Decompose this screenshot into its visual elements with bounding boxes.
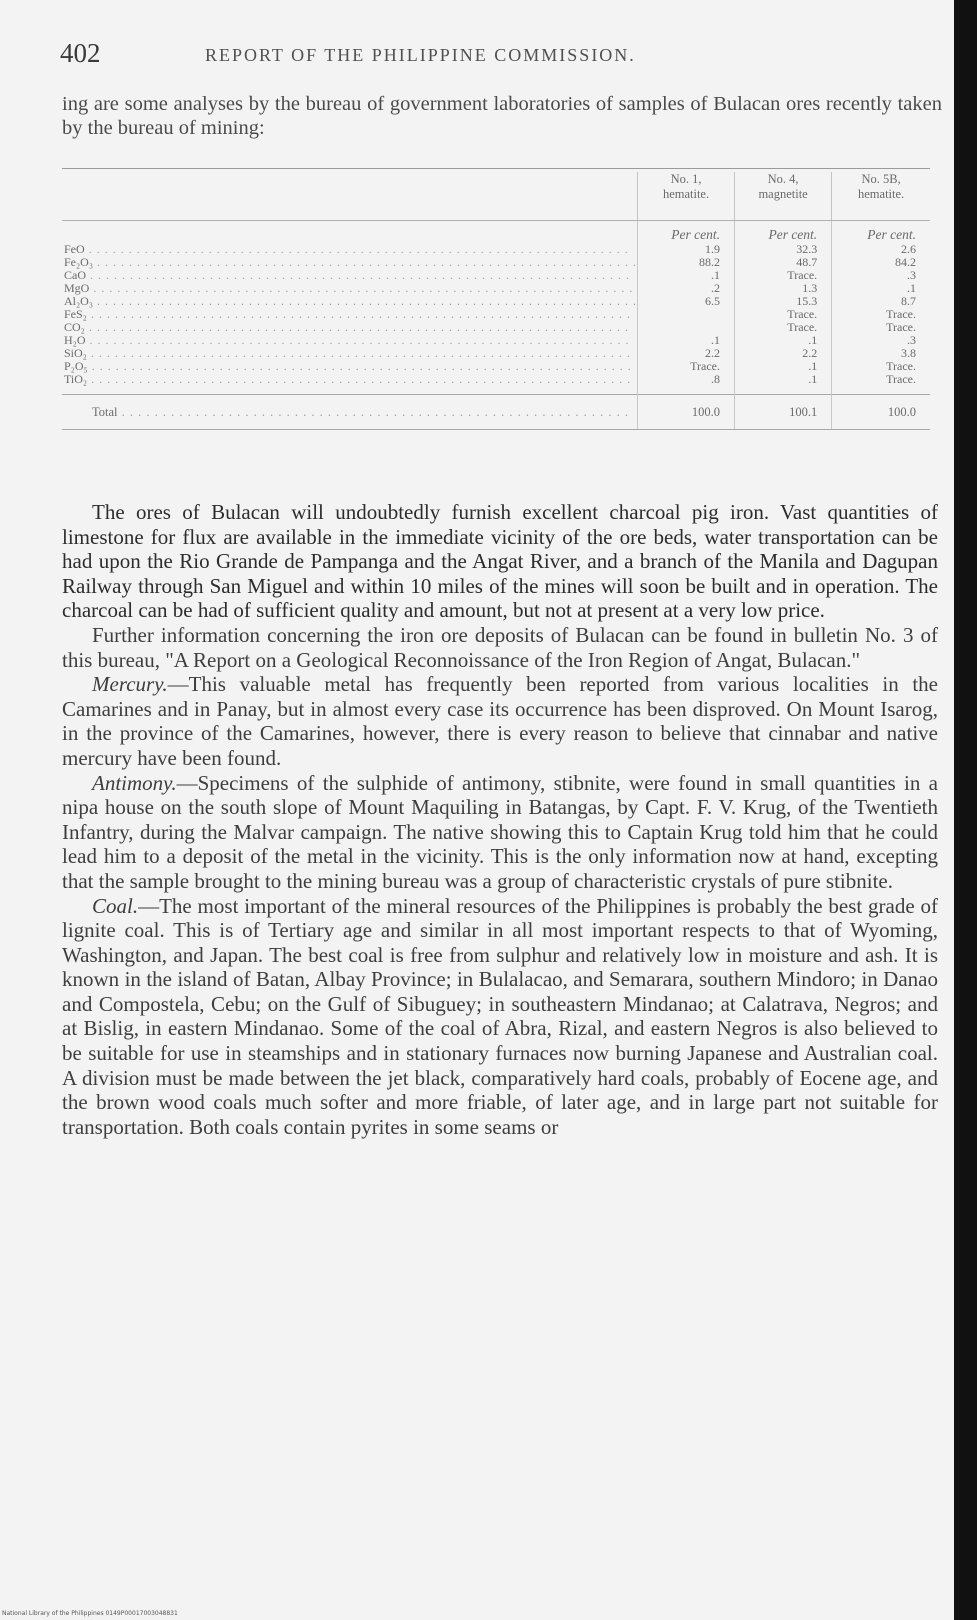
table-row [62, 269, 930, 282]
table-header-row [62, 172, 930, 221]
paragraph-further-info: Further information concerning the iron ore deposits of Bulacan can be found in bulletin No. 3 of this bureau, "A Report on a Geological Reconnoissance of the Iron Region of Angat, Bulacan." [62, 622, 938, 672]
cell-value: Trace. [832, 321, 930, 334]
total-row [62, 395, 930, 430]
cell-value: 2.6 [832, 243, 930, 256]
total-value: 100.0 [638, 395, 735, 430]
cell-value: 3.8 [832, 347, 930, 360]
cell-value: .1 [832, 282, 930, 295]
total-value: 100.1 [735, 395, 832, 430]
cell-value: Trace. [832, 308, 930, 321]
row-label: FeS₂ . . . . . . . . . . . . . . . . . . . . . . . . . . . . . . . . . . . . . . . . . . . . . . . . . . . . . . . . . . . . . . . . . . . . [64, 308, 631, 321]
cell-value: .3 [832, 269, 930, 282]
row-label: MgO . . . . . . . . . . . . . . . . . . . . . . . . . . . . . . . . . . . . . . . . . . . . . . . . . . . . . . . . . . . . . . . . . . . . [64, 282, 634, 295]
cell-value: 32.3 [735, 243, 832, 256]
table-row [62, 347, 930, 360]
cell-value: 1.3 [735, 282, 832, 295]
cell-value: .1 [735, 360, 832, 373]
ore-analysis-table [62, 168, 930, 430]
cell-value: .2 [638, 282, 735, 295]
cell-value: Trace. [638, 360, 735, 373]
running-head: REPORT OF THE PHILIPPINE COMMISSION. [205, 45, 636, 65]
cell-value: .1 [638, 269, 735, 282]
table-row [62, 321, 930, 334]
row-label: TiO₂ . . . . . . . . . . . . . . . . . . . . . . . . . . . . . . . . . . . . . . . . . . . . . . . . . . . . . . . . . . . . . . . . . . . . [64, 373, 632, 386]
column-header-line1: No. 4, [767, 172, 799, 186]
column-header [638, 172, 735, 221]
cell-value: 48.7 [735, 256, 832, 269]
cell-value: .1 [735, 334, 832, 347]
row-label: P₂O₅ . . . . . . . . . . . . . . . . . . . . . . . . . . . . . . . . . . . . . . . . . . . . . . . . . . . . . . . . . . . . . . . . . . . . [64, 360, 632, 373]
column-header [832, 172, 930, 221]
cell-value: .8 [638, 373, 735, 386]
unit-label: Per cent. [832, 221, 930, 244]
cell-value: 1.9 [638, 243, 735, 256]
intro-text: ing are some analyses by the bureau of government laboratories of samples of Bulacan ores recently taken by the bureau of mining: [62, 93, 942, 139]
column-header-line1: No. 5B, [861, 172, 901, 186]
cell-value: 6.5 [638, 295, 735, 308]
cell-value: Trace. [832, 373, 930, 386]
total-label: Total . . . . . . . . . . . . . . . . . . . . . . . . . . . . . . . . . . . . . . . . . . . . . . . . . . . . . . . . . . . . . . [62, 395, 638, 430]
body-text [62, 500, 938, 1139]
table-header-blank [62, 172, 638, 221]
column-header [735, 172, 832, 221]
coal-heading: Coal. [92, 893, 139, 918]
cell-value [638, 308, 735, 321]
antimony-heading: Antimony. [92, 770, 177, 795]
cell-value: Trace. [735, 269, 832, 282]
paragraph-mercury [62, 672, 938, 770]
row-label: Al₂O₃ . . . . . . . . . . . . . . . . . . . . . . . . . . . . . . . . . . . . . . . . . . . . . . . . . . . . . . . . . . . . . . . . . . . . [64, 295, 638, 308]
row-label: H₂O . . . . . . . . . . . . . . . . . . . . . . . . . . . . . . . . . . . . . . . . . . . . . . . . . . . . . . . . . . . . . . . . . . . . [64, 334, 630, 347]
row-label: Fe₂O₃ . . . . . . . . . . . . . . . . . . . . . . . . . . . . . . . . . . . . . . . . . . . . . . . . . . . . . . . . . . . . . . . . . . . . [64, 256, 638, 269]
cell-value: 88.2 [638, 256, 735, 269]
mercury-text: —This valuable metal has frequently been reported from various localities in the Camarines and in Panay, but in almost every case its occurrence has been disproved. On Mount Isarog, in the province of the Camarines, however, there is every reason to believe that cinnabar and native mercury have been found. [62, 672, 938, 770]
cell-value: Trace. [735, 308, 832, 321]
column-header-line2: hematite. [662, 187, 710, 201]
table-row [62, 360, 930, 373]
cell-value: 15.3 [735, 295, 832, 308]
cell-value: 2.2 [638, 347, 735, 360]
page-number: 402 [60, 38, 101, 68]
cell-value: .1 [638, 334, 735, 347]
cell-value: 8.7 [832, 295, 930, 308]
units-row [62, 221, 930, 244]
cell-value: .1 [735, 373, 832, 386]
paragraph-antimony [62, 771, 938, 894]
cell-value: 84.2 [832, 256, 930, 269]
paragraph-ores: The ores of Bulacan will undoubtedly furnish excellent charcoal pig iron. Vast quantities of limestone for flux are available in the immediate vicinity of the ore beds, water transportation can be had upon the Rio Grande de Pampanga and the Angat River, and a branch of the Manila and Dagupan Railway through San Miguel and within 10 miles of the mines will soon be built and in operation. The charcoal can be had of sufficient quality and amount, but not at present at a very low price. [62, 500, 938, 623]
column-header-line2: hematite. [858, 187, 905, 201]
row-label: SiO₂ . . . . . . . . . . . . . . . . . . . . . . . . . . . . . . . . . . . . . . . . . . . . . . . . . . . . . . . . . . . . . . . . . . . . [64, 347, 631, 360]
column-header-line1: No. 1, [670, 172, 702, 186]
total-value: 100.0 [832, 395, 930, 430]
cell-value: Trace. [832, 360, 930, 373]
coal-text: —The most important of the mineral resources of the Philippines is probably the best grade of lignite coal. This is of Tertiary age and similar in all most important respects to that of Wyoming, Washington, and Japan. The best coal is free from sulphur and relatively low in moisture and ash. It is known in the island of Batan, Albay Province; in Bulalacao, and Semarara, southern Mindoro; in Danao and Compostela, Cebu; on the Gulf of Sibuguey; in southeastern Mindanao; at Calatrava, Negros; and at Bislig, in eastern Mindanao. Some of the coal of Abra, Rizal, and eastern Negros is also believed to be suitable for use in steamships and in stationary furnaces now burning Japanese and Australian coal. A division must be made between the jet black, comparatively hard coals, probably of Eocene age, and the brown wood coals much softer and more friable, of later age, and in large part not suitable for transportation. Both coals contain pyrites in some seams or [62, 893, 938, 1139]
column-header-line2: magnetite [758, 187, 808, 201]
cell-value: 2.2 [735, 347, 832, 360]
cell-value: Trace. [735, 321, 832, 334]
scan-footer: National Library of the Philippines 0149P00017003048831 [2, 1610, 178, 1617]
antimony-text: —Specimens of the sulphide of antimony, stibnite, were found in small quantities in a nipa house on the south slope of Mount Maquiling in Batangas, by Capt. F. V. Krug, of the Twentieth Infantry, during the Malvar campaign. The native showing this to Captain Krug told him that he could lead him to a deposit of the metal in the vicinity. This is the only information now at hand, excepting that the sample brought to the mining bureau was a group of characteristic crystals of pure stibnite. [62, 770, 938, 893]
scan-edge [954, 0, 977, 1620]
row-label: FeO . . . . . . . . . . . . . . . . . . . . . . . . . . . . . . . . . . . . . . . . . . . . . . . . . . . . . . . . . . . . . . . . . . . . [64, 243, 629, 256]
table-row [62, 334, 930, 347]
mercury-heading: Mercury. [92, 672, 168, 697]
row-label: CaO . . . . . . . . . . . . . . . . . . . . . . . . . . . . . . . . . . . . . . . . . . . . . . . . . . . . . . . . . . . . . . . . . . . . [64, 269, 630, 282]
unit-label: Per cent. [638, 221, 735, 244]
paragraph-coal [62, 894, 938, 1140]
row-label: CO₂ . . . . . . . . . . . . . . . . . . . . . . . . . . . . . . . . . . . . . . . . . . . . . . . . . . . . . . . . . . . . . . . . . . . . [64, 321, 629, 334]
unit-label: Per cent. [735, 221, 832, 244]
cell-value: .3 [832, 334, 930, 347]
table-row [62, 373, 930, 386]
page-header [60, 38, 940, 78]
